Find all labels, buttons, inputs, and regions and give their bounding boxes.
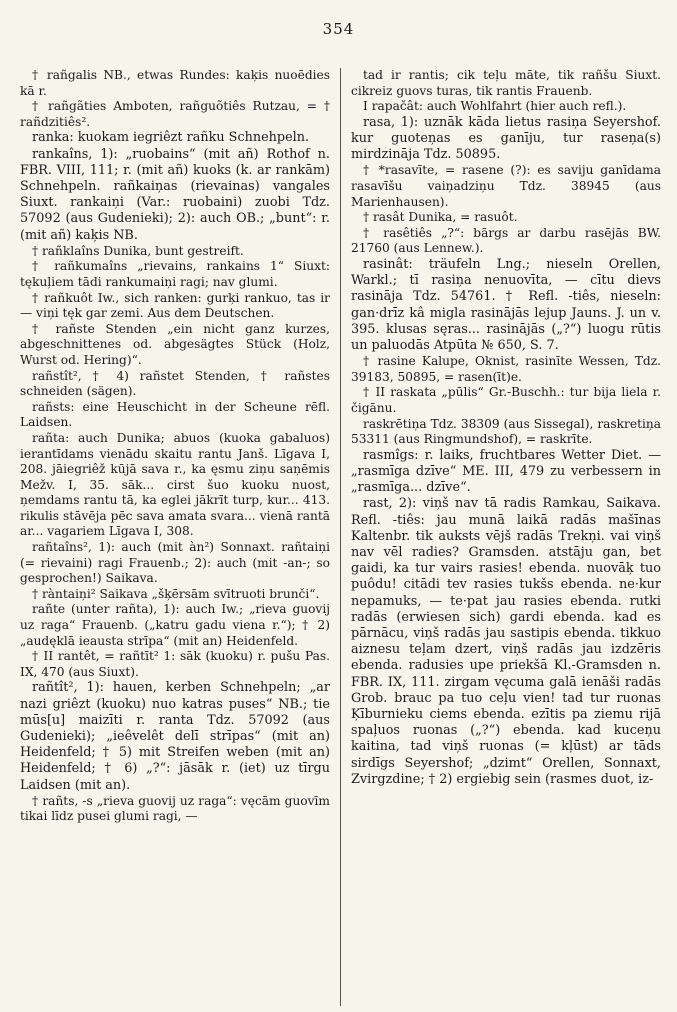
dictionary-entry: rasinât: träufeln Lng.; nieseln Orellen, Warkl.; tī rasiņa nenuovīta, — cītu dievs rasināja Tdz. 54761. † Refl. -tiês, nieseln: gan·drīz kâ migla rasinājās lejup Jauns. J. un v. 395. klusas sęras... rasinājās („?“) luogu rūtis un paluodās Atpūta № 650, S. 7. [351,256,661,353]
dictionary-entry: raskrētiņa Tdz. 38309 (aus Sissegal), raskretiņa 53311 (aus Ringmundshof), = raskrīte. [351,416,661,447]
dictionary-entry: † rasine Kalupe, Oknist, rasinīte Wessen, Tdz. 39183, 50895, = rasen(īt)e. [351,354,661,384]
dictionary-entry: † rañgalis NB., etwas Rundes: kaķis nuoēdies kā r. [20,68,330,98]
dictionary-entry: † rasêtiês „?“: bārgs ar darbu rasējās BW. 21760 (aus Lennew.). [351,225,661,256]
text-columns [20,68,661,1006]
dictionary-entry: † ràntaiņi² Saikava „šķērsām svītruoti brunči“. [32,586,320,601]
dictionary-entry: rañtaîns², 1): auch (mit àn²) Sonnaxt. rañtaiņi (= rievaini) ragi Frauenb.; 2): auch (mit -an-; so gesprochen!) Saikava. [20,540,330,586]
dictionary-entry: rasmîgs: r. laiks, fruchtbares Wetter Diet. — „rasmīga dzīve“ ME. III, 479 zu verbessern in „rasmīga... dzīve“. [351,447,661,496]
dictionary-entry: † rañts, -s „rieva guovij uz raga“: vęcām guovīm tikai līdz pusei glumi ragi, — [20,793,330,824]
dictionary-entry: rañtît², 1): hauen, kerben Schnehpeln; „ar nazi griêzt (kuoku) nuo katras puses“ NB.; tie mūs[u] maizīti r. ranta Tdz. 57092 (aus Gudenieki); „ieêvelêt delī strīpas“ (mit an) Heidenfeld; † 5) mit Streifen weben (mit an) Heidenfeld; † 6) „?“: jāsāk r. (iet) uz tīrgu Laidsen (mit an). [20,680,330,793]
dictionary-entry: tad ir rantis; cik teļu māte, tik rañšu Siuxt. cikreiz guovs turas, tik rantis Frauenb. [351,68,661,98]
dictionary-entry: rañstît², † 4) rañstet Stenden, † rañstes schneiden (sägen). [20,368,330,399]
dictionary-entry: I rapačât: auch Wohlfahrt (hier auch refl.). [363,99,627,114]
dictionary-entry: rañte (unter rañta), 1): auch Iw.; „rieva guovij uz raga“ Frauenb. („katru gadu viena r.“); † 2) „audęklā ieausta strīpa“ (mit an) Heidenfeld. [20,602,330,648]
dictionary-entry: † rañste Stenden „ein nicht ganz kurzes, abgeschnittenes od. abgesägtes Stück (Holz, Wurst od. Hering)“. [20,321,330,367]
dictionary-entry: † *rasavīte, = rasene (?): es saviju ganīdama rasavīšu vaiņadziņu Tdz. 38945 (aus Marienhausen). [351,163,661,209]
dictionary-entry: ranka: kuokam iegriêzt rañku Schnehpeln. [32,130,310,146]
dictionary-entry: † rañklaîns Dunika, bunt gestreift. [32,243,244,258]
page-number: 354 [322,20,355,38]
right-column [340,68,661,1006]
dictionary-entry: rañsts: eine Heuschicht in der Scheune rēfl. Laidsen. [20,399,330,430]
dictionary-entry: rast, 2): viņš nav tā radis Ramkau, Saikava. Refl. -tiês: jau munā laikā radās mašīnas Kaltenbr. tik auksts vējš radās Trekņi. vai viņš nav vēl radies? Gramsden. atstāju gan, bet gaidi, ka tur vairs rasies! ebenda. nuovāķ tuo puôdu! citādi tev rasies tukšs ebenda. ne·kur nepamuks, — te·pat jau rasies ebenda. rutki radās (erwiesen sich) gardi ebenda. kad es pārnācu, viņš radās jau sastipis ebenda. tikkuo aiznesu teļam dzert, viņš radās jau izdzēris ebenda. radusies upe priekšā Kl.-Gramsden n. FBR. IX, 111. zirgam vęcuma galā ienāši radās Grob. brauc pa tuo ceļu vien! tad tur ruonas Ķīburnieku ciems ebenda. ezītis pa ziemu rijā spaļuos ruonas („?“) ebenda. kad kuceņu kaitina, tad viņš ruonas (= kļūst) ar tāds sirdīgs Seyershof; „dzimt“ Orellen, Sonnaxt, Zvirgzdine; † 2) ergiebig sein (rasmes duot, iz- [351,496,661,787]
dictionary-entry: † II raskata „pūlis“ Gr.-Buschh.: tur bija liela r. čigānu. [351,385,661,415]
dictionary-entry: rankaîns, 1): „ruobains“ (mit añ) Rothof n. FBR. VIII, 111; r. (mit añ) kuoks (k. ar rankām) Schnehpeln. rañkaiņas (rievainas) vangales Siuxt. rankaiņi (Var.: ruobaini) zuobi Tdz. 57092 (aus Gudenieki); 2): auch OB.; „bunt“: r. (mit añ) kaķis NB. [20,146,330,243]
dictionary-entry: † rañkumaîns „rievains, rankains 1“ Siuxt: tękuļiem tādi rankumaiņi ragi; nav glumi. [20,259,330,289]
dictionary-entry: rañta: auch Dunika; abuos (kuoka gabaluos) ierantīdams vienādu skaitu rantu Janš. Līgava I, 208. jāiegriêž kūjā sava r., ka ęsmu ziņu saņēmis Mežv. I, 35. sāk... cirst šuo kuoku nuost, ņemdams rantu tā, ka eglei jākrīt turp, kur... 413. rikulis stāvēja pēc sava amata svara... vienā rantā ar... vagariem Līgava I, 308. [20,430,330,539]
dictionary-entry: † rañgãties Amboten, rañguõtiês Rutzau, = † rañdzitiês². [20,99,330,129]
dictionary-entry: † rasât Dunika, = rasuôt. [363,210,518,225]
left-column [20,68,340,1006]
dictionary-entry: † rañkuôt Iw., sich ranken: gurķi rankuo, tas ir — viņi tęk gar zemi. Aus dem Deutschen. [20,290,330,321]
dictionary-entry: † II rantêt, = rañtīt² 1: sāk (kuoku) r. pušu Pas. IX, 470 (aus Siuxt). [20,649,330,679]
dictionary-entry: rasa, 1): uznāk kāda lietus rasiņa Seyershof. kur guoteņas es ganīju, tur raseņa(s) mirdzināja Tdz. 50895. [351,114,661,163]
